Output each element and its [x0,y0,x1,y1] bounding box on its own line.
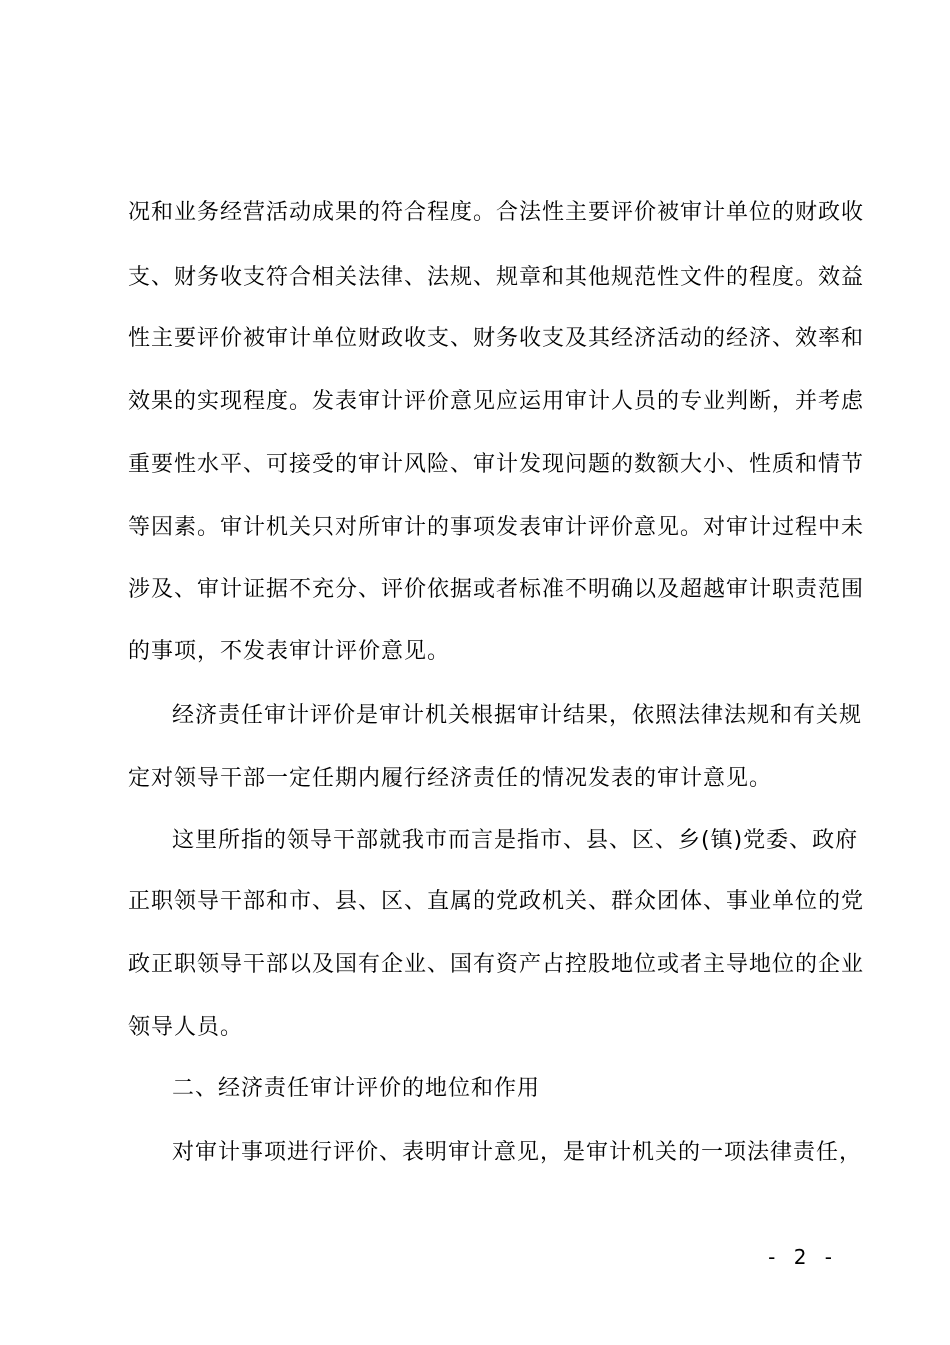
paragraph-line: 等因素。审计机关只对所审计的事项发表审计评价意见。对审计过程中未 [128,515,865,540]
paragraph-line: 效果的实现程度。发表审计评价意见应运用审计人员的专业判断，并考虑 [128,389,865,414]
paragraph-line: 涉及、审计证据不充分、评价依据或者标准不明确以及超越审计职责范围 [128,577,865,602]
paragraph-line: 这里所指的领导干部就我市而言是指市、县、区、乡(镇)党委、政府 [172,828,859,853]
section-heading: 二、经济责任审计评价的地位和作用 [172,1076,541,1101]
paragraph-line: 重要性水平、可接受的审计风险、审计发现问题的数额大小、性质和情节 [128,452,865,477]
paragraph-line: 经济责任审计评价是审计机关根据审计结果，依照法律法规和有关规 [172,703,863,728]
paragraph-line: 领导人员。 [128,1015,244,1040]
paragraph-line: 的事项，不发表审计评价意见。 [128,639,451,664]
paragraph-line: 政正职领导干部以及国有企业、国有资产占控股地位或者主导地位的企业 [128,952,865,977]
paragraph-line: 定对领导干部一定任期内履行经济责任的情况发表的审计意见。 [128,766,773,791]
page-number: - 2 - [768,1245,838,1269]
paragraph-line: 况和业务经营活动成果的符合程度。合法性主要评价被审计单位的财政收 [128,200,865,225]
paragraph-line: 支、财务收支符合相关法律、法规、规章和其他规范性文件的程度。效益 [128,265,865,290]
paragraph-line: 对审计事项进行评价、表明审计意见，是审计机关的一项法律责任， [172,1140,863,1165]
paragraph-line: 正职领导干部和市、县、区、直属的党政机关、群众团体、事业单位的党 [128,889,865,914]
paragraph-line: 性主要评价被审计单位财政收支、财务收支及其经济活动的经济、效率和 [128,326,865,351]
